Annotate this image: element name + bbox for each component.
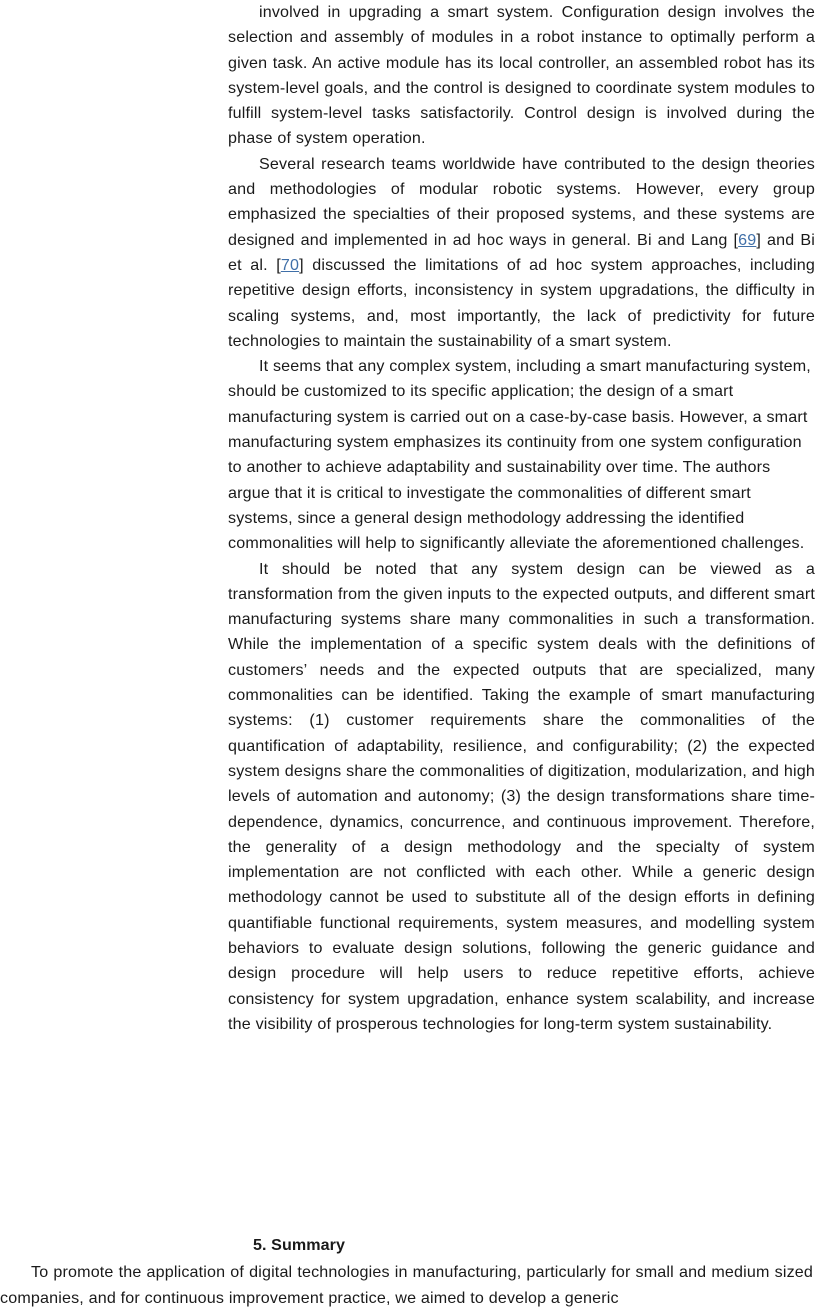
paragraph-research-teams — [228, 152, 815, 354]
paragraph-summary-intro: To promote the application of digital technologies in manufacturing, particularly for small and medium sized companies, and for continuous improvement practice, we aimed to develop a generic — [0, 1263, 813, 1307]
paragraph-system-design-transformation: It should be noted that any system design can be viewed as a transformation from the given inputs to the expected outputs, and different smart manufacturing systems share many commonalities in such a transformation. While the implementation of a specific system deals with the definitions of customers’ needs and the expected outputs that are specialized, many commonalities can be identified. Taking the example of smart manufacturing systems: (1) customer requirements share the commonalities of the quantification of adaptability, resilience, and configurability; (2) the expected system designs share the commonalities of digitization, modularization, and high levels of automation and autonomy; (3) the design transformations share time-dependence, dynamics, concurrence, and continuous improvement. Therefore, the generality of a design methodology and the specialty of system implementation are not conflicted with each other. While a generic design methodology cannot be used to substitute all of the design efforts in defining quantifiable functional requirements, system measures, and modelling system behaviors to evaluate design solutions, following the generic guidance and design procedure will help users to reduce repetitive efforts, achieve consistency for system upgradation, enhance system scalability, and increase the visibility of prosperous technologies for long-term system sustainability. — [228, 559, 815, 1033]
citation-bracket-open: [ — [276, 255, 281, 274]
paragraph-text-segment: discussed the limitations of ad hoc system approaches, including repetitive design efforts, inconsistency in system upgradations, the difficulty in scaling systems, and, most importantly, the lack of predictivity for future technologies to maintain the sustainability of a smart system. — [228, 255, 816, 350]
paragraph-text-segment: and Bi et al. — [228, 230, 815, 274]
summary-section — [0, 1216, 813, 1311]
paragraph-text-segment: Several research teams worldwide have contributed to the design theories and methodologies of modular robotic systems. However, every group emphasized the specialties of their proposed systems, and these systems are designed and implemented in ad hoc ways in general. Bi and Lang — [228, 154, 815, 249]
citation-link-70[interactable]: 70 — [280, 255, 300, 274]
citation-bracket-close: ] — [299, 255, 304, 274]
paragraph-complex-system: It seems that any complex system, including a smart manufacturing system, should be customized to its specific application; the design of a smart manufacturing system is carried out on a case-by-case basis. However, a smart manufacturing system emphasizes its continuity from one system configuration to another to achieve adaptability and sustainability over time. The authors argue that it is critical to investigate the commonalities of different smart systems, since a general design methodology addressing the identified commonalities will help to significantly alleviate the aforementioned challenges. — [228, 357, 811, 553]
body-text-column — [228, 0, 815, 1037]
section-heading-summary: 5. Summary — [253, 1236, 346, 1254]
citation-bracket-open: [ — [733, 230, 739, 249]
paragraph-configuration-design: involved in upgrading a smart system. Configuration design involves the selection and assembly of modules in a robot instance to optimally perform a given task. An active module has its local controller, an assembled robot has its system-level goals, and the control is designed to coordinate system modules to fulfill system-level tasks satisfactorily. Control design is involved during the phase of system operation. — [228, 3, 815, 148]
citation-bracket-close: ] — [756, 230, 761, 249]
citation-link-69[interactable]: 69 — [738, 230, 757, 249]
